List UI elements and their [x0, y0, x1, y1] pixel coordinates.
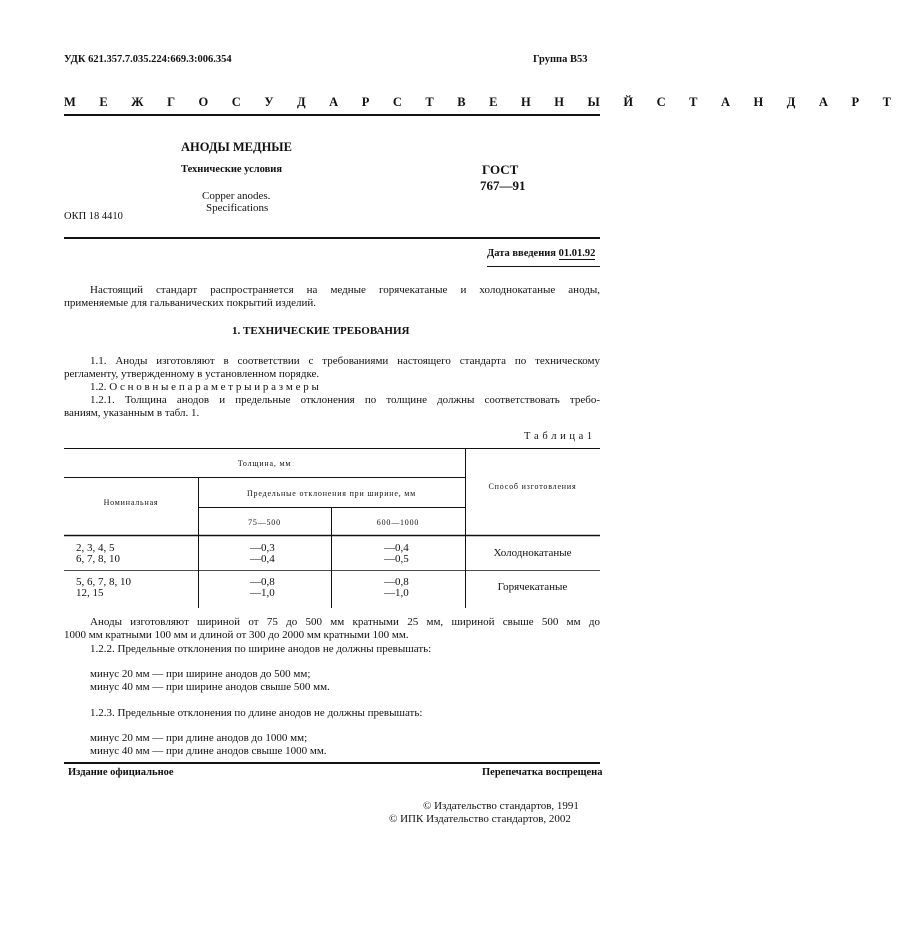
- table-row-1-nominal-2: 6, 7, 8, 10: [76, 553, 120, 565]
- interstate-standard-heading: М Е Ж Г О С У Д А Р С Т В Е Н Н Ы Й С Т А Н Д А Р Т: [64, 95, 901, 109]
- p11-line-2: регламенту, утвержденному в установленном порядке.: [64, 368, 320, 380]
- udk-code: УДК 621.357.7.035.224:669.3:006.354: [64, 54, 232, 65]
- p11-line-1: 1.1. Аноды изготовляют в соответствии с требованиями настоящего стандарта по техническому: [90, 355, 600, 367]
- table-caption: Т а б л и ц а 1: [524, 431, 593, 442]
- reprint-prohibited: Перепечатка воспрещена: [482, 767, 603, 778]
- okp-code: ОКП 18 4410: [64, 211, 123, 222]
- p122-item-2: минус 40 мм — при ширине анодов свыше 500 мм.: [90, 681, 330, 693]
- table-row-2-dev2-2: —1,0: [384, 587, 409, 599]
- table-row-1-method: Холоднокатаные: [493, 547, 572, 559]
- copyright-1991: © Издательство стандартов, 1991: [423, 800, 579, 812]
- footer-rule: [64, 762, 600, 764]
- section-1-title: 1. ТЕХНИЧЕСКИЕ ТРЕБОВАНИЯ: [232, 325, 410, 337]
- copyright-2002: © ИПК Издательство стандартов, 2002: [389, 813, 571, 825]
- intro-line-2: применяемые для гальванических покрытий изделий.: [64, 297, 317, 309]
- p121-line-2: ваниям, указанным в табл. 1.: [64, 407, 200, 419]
- sizes-line-1: Аноды изготовляют шириной от 75 до 500 мм кратными 25 мм, шириной свыше 500 мм до: [90, 616, 600, 628]
- p122-item-1: минус 20 мм — при ширине анодов до 500 мм;: [90, 668, 311, 680]
- intro-line-1: Настоящий стандарт распространяется на медные горячекатаные и холоднокатаные аноды,: [90, 284, 600, 296]
- document-title: АНОДЫ МЕДНЫЕ: [181, 140, 292, 154]
- introduction-date-value: 01.01.92: [558, 248, 596, 259]
- table-row-2-dev2-1: —0,8: [384, 576, 409, 588]
- title-rule: [64, 237, 600, 239]
- official-edition: Издание официальное: [68, 767, 174, 778]
- table-row-2-method: Горячекатаные: [497, 581, 568, 593]
- introduction-date-label: Дата введения: [487, 248, 559, 259]
- english-title-line2: Specifications: [206, 202, 269, 214]
- table-header-nominal: Номинальная: [103, 498, 159, 507]
- introduction-date: [487, 248, 595, 259]
- p123-item-1: минус 20 мм — при длине анодов до 1000 мм;: [90, 732, 308, 744]
- table-row-1-dev1-1: —0,3: [250, 542, 275, 554]
- table-row-1-dev2-2: —0,5: [384, 553, 409, 565]
- english-title-line1: Copper anodes.: [202, 190, 271, 202]
- gost-label: ГОСТ: [482, 162, 519, 177]
- header-rule: [64, 114, 600, 116]
- table-header-width-75-500: 75—500: [248, 518, 281, 527]
- table-header-width-600-1000: 600—1000: [376, 518, 420, 527]
- table-row-2-nominal-1: 5, 6, 7, 8, 10: [76, 576, 131, 588]
- table-header-deviations: Предельные отклонения при ширине, мм: [246, 489, 417, 498]
- p122-heading: 1.2.2. Предельные отклонения по ширине анодов не должны превышать:: [90, 643, 432, 655]
- table-header-method: Способ изготовления: [488, 482, 577, 491]
- p123-item-2: минус 40 мм — при длине анодов свыше 1000 мм.: [90, 745, 327, 757]
- table-row-1-nominal-1: 2, 3, 4, 5: [76, 542, 115, 554]
- table-row-1-dev2-1: —0,4: [384, 542, 409, 554]
- gost-number: 767—91: [480, 178, 526, 193]
- date-rule: [487, 266, 600, 267]
- table-header-thickness: Толщина, мм: [237, 459, 292, 468]
- p123-heading: 1.2.3. Предельные отклонения по длине анодов не должны превышать:: [90, 707, 423, 719]
- table-row-2-dev1-1: —0,8: [250, 576, 275, 588]
- p121-line-1: 1.2.1. Толщина анодов и предельные отклонения по толщине должны соответствовать требо-: [90, 394, 600, 406]
- p12-heading: 1.2. О с н о в н ы е п а р а м е т р ы и р а з м е р ы: [90, 381, 319, 393]
- group-code: Группа В53: [533, 54, 588, 65]
- sizes-line-2: 1000 мм кратными 100 мм и длиной от 300 до 2000 мм кратными 100 мм.: [64, 629, 409, 641]
- table-row-2-dev1-2: —1,0: [250, 587, 275, 599]
- document-subtitle: Технические условия: [181, 164, 283, 175]
- table-row-1-dev1-2: —0,4: [250, 553, 275, 565]
- table-row-2-nominal-2: 12, 15: [76, 587, 104, 599]
